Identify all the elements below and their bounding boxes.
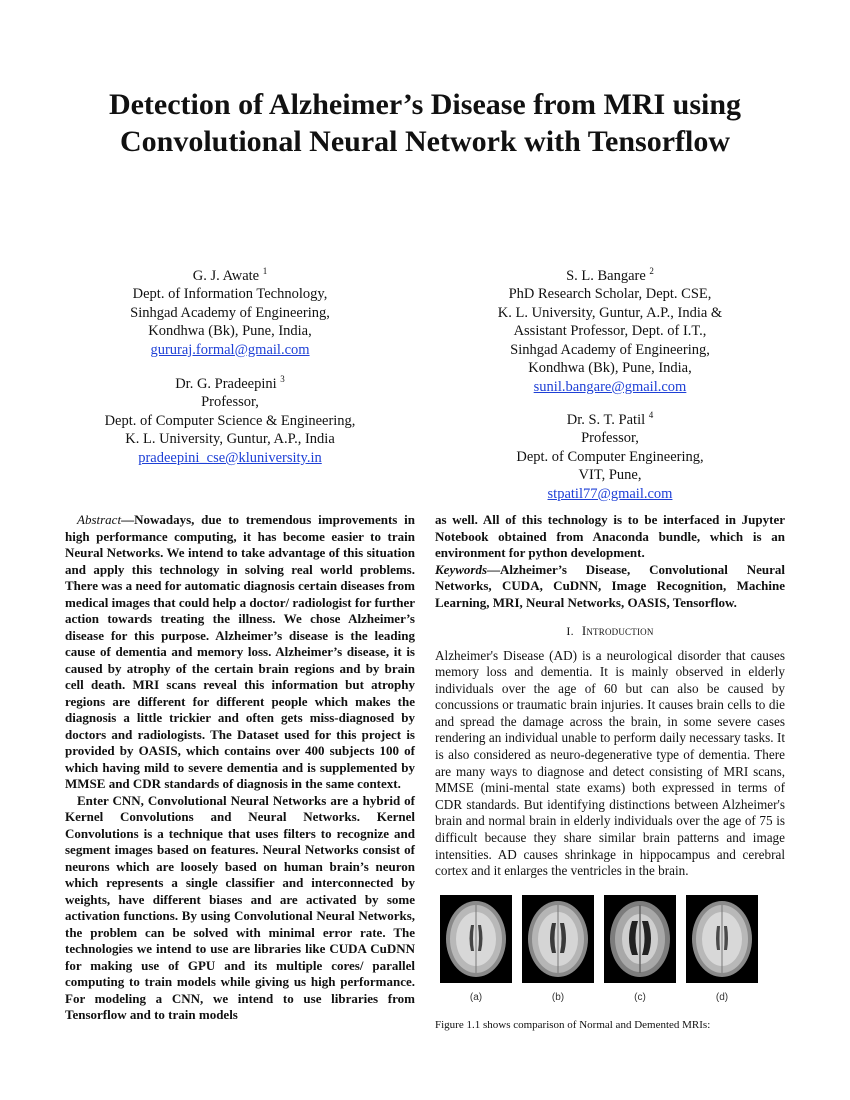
abstract-paragraph-3: as well. All of this technology is to be interfaced in Jupyter Notebook obtained from Anaconda bundle, which is an environment for python development. bbox=[435, 512, 785, 560]
author-2-name: S. L. Bangare $^2$ bbox=[566, 266, 654, 284]
author-4 bbox=[430, 406, 790, 503]
author-3 bbox=[50, 370, 410, 467]
section-heading-introduction: I. Introduction bbox=[566, 623, 654, 638]
abstract-paragraph-2: Enter CNN, Convolutional Neural Networks are a hybrid of Kernel Convolutions and Neural Networks. Kernel Convolutions is a technique that uses filters to recognize and segment images based on features. Neural Networks consist of neurons which are loosely based on human brain’s neuron which represents a single classifier and interconnected by weights, have different biases and are activated by some activation functions. By using Convolutional Neural Networks, the problem can be solved with minimal error rate. The technologies we intend to use are libraries like CUDA CuDNN for making use of GPU and its multiple cores/ parallel computing to train models while giving us high performance. For modeling a CNN, we intend to use libraries from Tensorflow and to train models bbox=[65, 792, 415, 1022]
keywords-label: Keywords bbox=[435, 561, 487, 577]
author-1-affiliation-3: Kondhwa (Bk), Pune, India, bbox=[148, 323, 312, 340]
mri-comparison-figure bbox=[440, 895, 754, 1015]
author-3-affiliation-2: Dept. of Computer Science & Engineering, bbox=[104, 412, 356, 429]
author-2 bbox=[430, 262, 790, 396]
author-2-affiliation-5: Kondhwa (Bk), Pune, India, bbox=[528, 360, 692, 377]
left-column bbox=[65, 512, 415, 1024]
keywords: Keywords—Alzheimer’s Disease, Convolutional Neural Networks, CUDA, CuDNN, Image Recognition, Machine Learning, MRI, Neural Networks, OASIS, Tensorflow. bbox=[435, 561, 785, 610]
author-4-affiliation-3: VIT, Pune, bbox=[578, 467, 642, 484]
author-4-affiliation-1: Professor, bbox=[581, 430, 639, 447]
author-1-affiliation-1: Dept. of Information Technology, bbox=[132, 286, 328, 303]
author-3-name: Dr. G. Pradeepini $^3$ bbox=[175, 374, 285, 392]
author-2-affiliation-3: Assistant Professor, Dept. of I.T., bbox=[513, 323, 707, 340]
author-1-email-link[interactable]: gururaj.formal@gmail.com bbox=[150, 341, 310, 358]
paper-title: Detection of Alzheimer’s Disease from MRI using Convolutional Neural Network with Tensorflow bbox=[108, 88, 742, 158]
mri-image-a bbox=[440, 895, 512, 983]
author-4-name: Dr. S. T. Patil $^4$ bbox=[566, 410, 654, 428]
mri-image-c bbox=[604, 895, 676, 983]
author-3-email-link[interactable]: pradeepini_cse@kluniversity.in bbox=[138, 449, 322, 466]
mri-image-b bbox=[522, 895, 594, 983]
author-2-affiliation-4: Sinhgad Academy of Engineering, bbox=[510, 341, 710, 358]
author-4-email-link[interactable]: stpatil77@gmail.com bbox=[547, 485, 673, 502]
author-4-affiliation-2: Dept. of Computer Engineering, bbox=[516, 448, 704, 465]
author-3-affiliation-1: Professor, bbox=[201, 394, 259, 411]
author-1-name: G. J. Awate $^1$ bbox=[192, 266, 268, 284]
introduction-paragraph: Alzheimer's Disease (AD) is a neurological disorder that causes memory loss and dementia. It is mainly observed in elderly individuals over the age of 60 but can also be caused by concussions or traumatic brain injuries. It causes brain cells to die and spread the damage across the brain, in some severe cases rendering an individual unable to perform daily necessary tasks. It is also considered as neuro-degenerative type of dementia. There are many ways to diagnose and detect consisting of MRI scans, MMSE (mini-mental state exams) both expressed in terms of CDR standards. But identifying distinctions between Alzheimer's brain and normal brain in elderly individuals over the age of 75 is difficult because they share similar brain patterns and image intensities. AD causes shrinkage in hippocampus and cerebral cortex and it enlarges the ventricles in the brain. bbox=[435, 647, 785, 879]
author-2-affiliation-1: PhD Research Scholar, Dept. CSE, bbox=[508, 286, 712, 303]
right-column bbox=[435, 512, 785, 880]
figure-label-a: (a) bbox=[469, 992, 483, 1003]
abstract-label: Abstract bbox=[77, 512, 122, 527]
author-1 bbox=[50, 262, 410, 359]
author-2-email-link[interactable]: sunil.bangare@gmail.com bbox=[533, 378, 687, 395]
figure-label-d: (d) bbox=[715, 992, 729, 1003]
abstract-paragraph-1: Abstract—Nowadays, due to tremendous improvements in high performance computing, it has become easier to train Neural Networks. We intend to take advantage of this situation and apply this technology in solving real world problems. There was a need for automatic diagnosis certain diseases from medical images that could help a doctor/ radiologist for further action towards treating the illness. We chose Alzheimer’s disease for this purpose. Alzheimer’s disease is the leading cause of dementia and memory loss. Alzheimer’s disease, it is caused by atrophy of the certain brain regions and by brain cell death. MRI scans reveal this information but atrophy regions are different for different people which makes the diagnosis a little trickier and often gets miss-diagnosed by doctors and radiologists. The Dataset used for this project is provided by OASIS, which contains over 400 subjects 100 of which having mild to severe dementia and is supplemented by MMSE and CDR standards of diagnosis in the same context. bbox=[65, 512, 415, 791]
author-block bbox=[0, 262, 850, 502]
figure-caption: Figure 1.1 shows comparison of Normal and Demented MRIs: bbox=[435, 1019, 711, 1031]
figure-label-c: (c) bbox=[634, 992, 646, 1003]
author-2-affiliation-2: K. L. University, Guntur, A.P., India & bbox=[497, 304, 723, 321]
mri-image-d bbox=[686, 895, 758, 983]
figure-label-b: (b) bbox=[551, 992, 565, 1003]
author-3-affiliation-3: K. L. University, Guntur, A.P., India bbox=[125, 431, 335, 448]
author-1-affiliation-2: Sinhgad Academy of Engineering, bbox=[130, 304, 330, 321]
